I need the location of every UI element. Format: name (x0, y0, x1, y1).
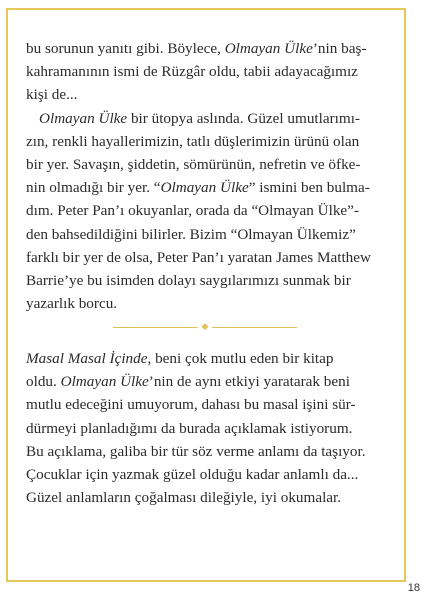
line: dürmeyi planladığımı da burada açıklamak istiyorum. (26, 419, 353, 437)
paragraph-2-cont (26, 130, 386, 316)
divider-ornament-icon: ◆ (198, 323, 212, 332)
line: kahramanının ismi de Rüzgâr oldu, tabii adayacağımız (26, 63, 358, 81)
book-title: Olmayan Ülke (224, 40, 313, 57)
line: dım. Peter Pan’ı okuyanlar, orada da “Olmayan Ülke”- (26, 202, 359, 220)
line: yazarlık borcu. (26, 295, 118, 313)
paragraph-2 (26, 107, 386, 130)
line: zın, renkli hayallerimizin, tatlı düşlerimizin ürünü olan (26, 132, 360, 150)
line: bu sorunun yanıtı gibi. Böylece, (26, 40, 225, 57)
line: Barrie’ye bu isimden dolayı saygılarımızı sunmak bir (26, 272, 351, 290)
line: Bu açıklama, galiba bir tür söz verme anlamı da taşıyor. (26, 442, 366, 460)
line: Çocuklar için yazmak güzel olduğu kadar anlamlı da... (26, 466, 359, 484)
line: , beni çok mutlu eden bir kitap (147, 350, 334, 367)
paragraph-3 (26, 347, 386, 509)
book-title: Olmayan Ülke (160, 179, 249, 197)
text-block-bottom (26, 347, 386, 509)
line: farklı bir yer de olsa, Peter Pan’ı yaratan James Matthew (26, 248, 371, 266)
book-title: Olmayan Ülke (39, 109, 128, 127)
line: den bahsedildiğini bilirler. Bizim “Olmayan Ülkemiz” (26, 225, 356, 243)
line: kişi de... (26, 86, 78, 104)
line: Güzel anlamların çoğalması dileğiyle, iyi okumalar. (26, 489, 342, 507)
book-title: Olmayan Ülke (60, 373, 149, 391)
line: oldu. (26, 373, 61, 391)
line: bir ütopya aslında. Güzel umutlarımı- (127, 109, 360, 127)
line: nin olmadığı bir yer. “ (26, 179, 161, 197)
page-number: 18 (407, 582, 420, 594)
line: ” ismini ben bulma- (248, 179, 370, 197)
line: bir yer. Savaşın, şiddetin, sömürünün, nefretin ve öfke- (26, 156, 361, 174)
text-block-top (26, 37, 386, 315)
line: ’nin baş- (312, 40, 367, 57)
line: mutlu edeceğini umuyorum, dahası bu masal işini sür- (26, 396, 356, 414)
line: ’nin de aynı etkiyi yaratarak beni (148, 373, 350, 391)
book-title: Masal Masal İçinde (26, 350, 148, 367)
paragraph-1 (26, 37, 386, 107)
